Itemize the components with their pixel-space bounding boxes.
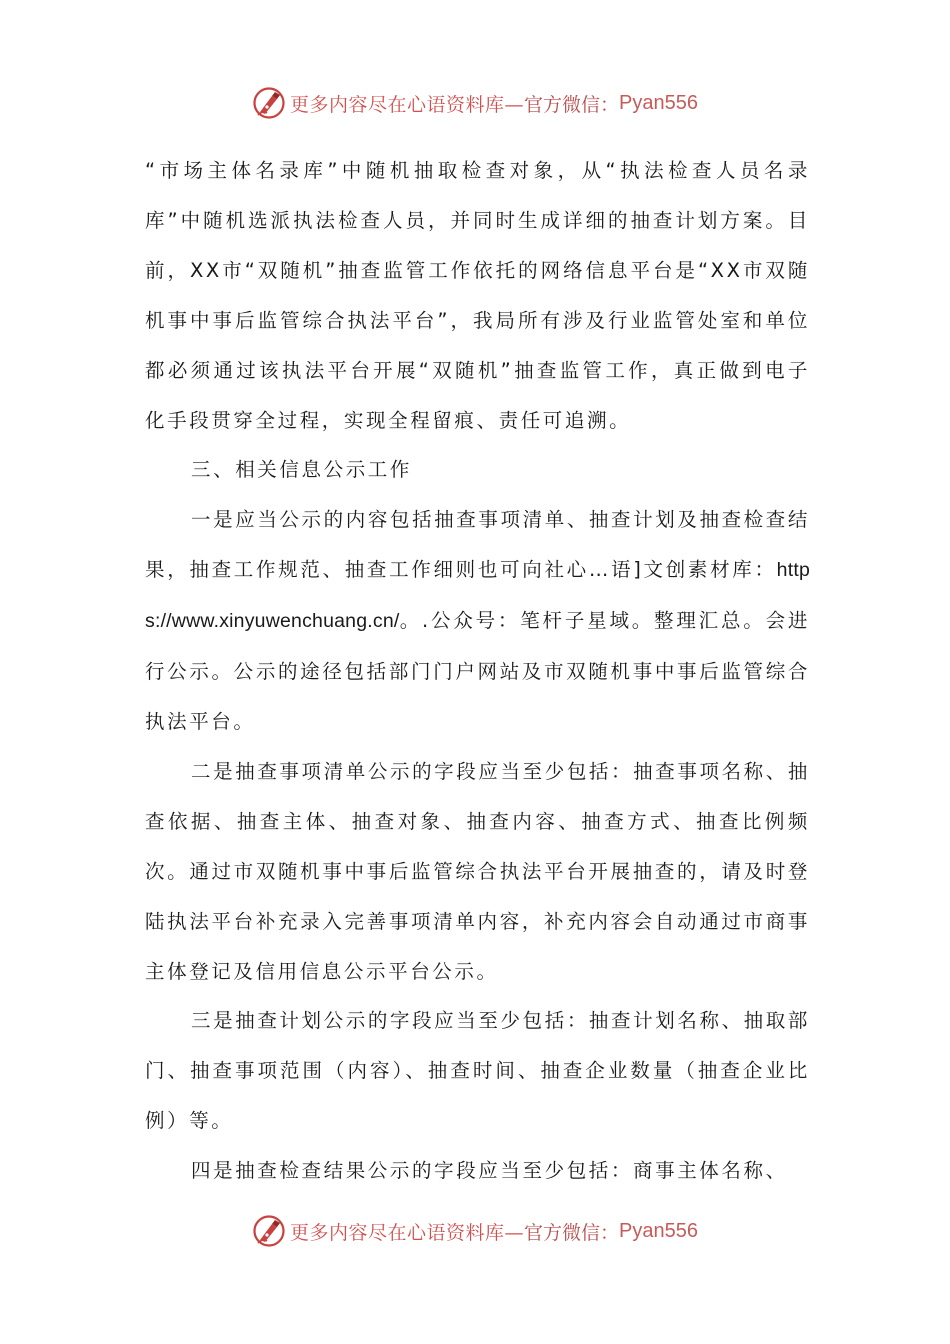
document-body	[145, 146, 810, 1196]
paragraph-item-list-fields: 二是抽查事项清单公示的字段应当至少包括：抽查事项名称、抽查依据、抽查主体、抽查对象、抽查内容、抽查方式、抽查比例频次。通过市双随机事中事后监管综合执法平台开展抽查的，请及时登陆执法平台补充录入完善事项清单内容，补充内容会自动通过市商事主体登记及信用信息公示平台公示。	[145, 759, 810, 983]
wechat-id: Pyan556	[619, 1219, 698, 1242]
promo-text: 更多内容尽在心语资料库—	[290, 1221, 525, 1244]
wechat-label: 官方微信：	[524, 1221, 620, 1244]
section-heading: 三、相关信息公示工作	[191, 458, 413, 482]
wechat-label: 官方微信：	[524, 93, 620, 116]
pen-nib-icon	[252, 1214, 286, 1248]
paragraph-continued: “市场主体名录库”中随机抽取检查对象，从“执法检查人员名录库”中随机选派执法检查人员，并同时生成详细的抽查计划方案。目前，XX市“双随机”抽查监管工作依托的网络信息平台是“XX市双随机事中事后监管综合执法平台”，我局所有涉及行业监管处室和单位都必须通过该执法平台开展“双随机”抽查监管工作，真正做到电子化手段贯穿全过程，实现全程留痕、责任可追溯。	[145, 159, 810, 432]
paragraph-disclosure-content	[145, 495, 810, 747]
paragraph-text: 。.公众号：笔杆子星域。整理汇总。会进行公示。公示的途径包括部门门户网站及市双随机事中事后监管综合执法平台。	[145, 609, 810, 733]
header-banner	[0, 83, 950, 123]
footer-banner	[0, 1211, 950, 1251]
paragraph-text: 一是应当公示的内容包括抽查事项清单、抽查计划及抽查检查结果，抽查工作规范、抽查工作细则也可向社心…语]文创素材库：	[145, 508, 810, 582]
source-url-text: https://www.xinyuwenchuang.cn/	[145, 559, 810, 633]
paragraph-plan-fields: 三是抽查计划公示的字段应当至少包括：抽查计划名称、抽取部门、抽查事项范围（内容）、抽查时间、抽查企业数量（抽查企业比例）等。	[145, 1009, 810, 1133]
paragraph-result-fields: 四是抽查检查结果公示的字段应当至少包括：商事主体名称、	[191, 1159, 788, 1183]
wechat-id: Pyan556	[619, 91, 698, 114]
promo-text: 更多内容尽在心语资料库—	[290, 93, 525, 116]
pen-nib-icon	[252, 86, 286, 120]
